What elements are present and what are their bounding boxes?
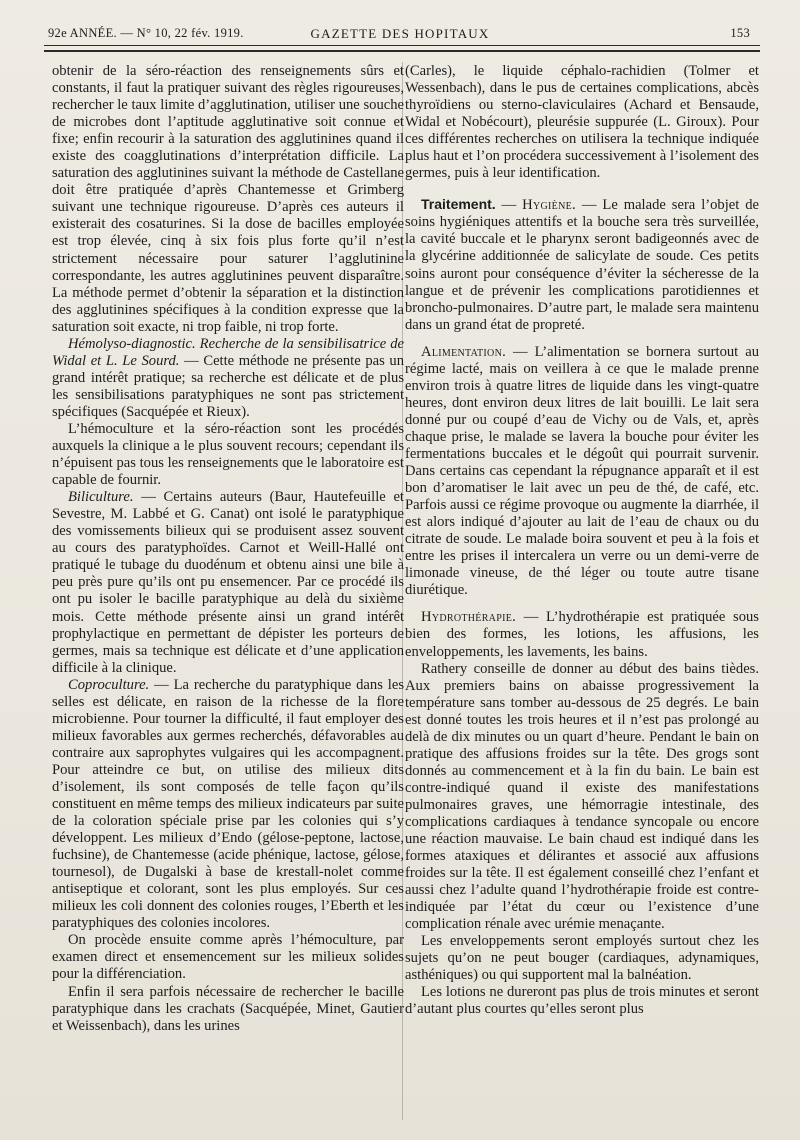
paragraph: Enfin il sera parfois nécessaire de rechercher le bacille paratyphique dans les crachats (Sacquépée, Minet, Gautier et Weissenbach), dans les urines: [52, 983, 404, 1034]
subheading: Coproculture.: [68, 676, 150, 693]
page-header: [38, 14, 762, 44]
paragraph-text: — L’alimentation se bornera surtout au régime lacté, mais on veillera à ce que le malade prenne environ trois à quatre litres de liquide dans les vingt-quatre heures, dont environ deux litres de lait bouilli. Le lait sera donné pur ou coupé d’eau de Vichy ou de Vals, et, après chaque prise, le malade se lavera la bouche pour éviter les fermentations buccales et le dégoût qui pourrait survenir. Dans certains cas cependant la répugnance apparaît et il est bon d’aromatiser le lait avec un peu de thé, de café, etc. Parfois aussi ce régime provoque ou augmente la diarrhée, il est alors indiqué d’ajouter au lait de l’eau de chaux ou du citrate de soude. Le malade boira souvent et peu à la fois et entre les prises il intercalera un verre ou un demi-verre de limonade vineuse, de thé léger ou toute autre tisane diurétique.: [405, 343, 759, 599]
paragraph-text: — La recherche du paratyphique dans les selles est délicate, en raison de la richesse de la flore microbienne. Pour tourner la difficulté, il faut employer des milieux favorables aux germes recherchés, défavorables au contraire aux saprophytes vulgaires qui les accompagnent. Pour atteindre ce but, on utilise des milieux dits d’isolement, ils sont composés de telle façon qu’ils constituent en même temps des milieux indicateurs par suite de la coloration spéciale prise par les colonies qui s’y développent. Les milieux d’Endo (gélose-peptone, lactose, fuchsine), de Chantemesse (acide phénique, lactose, gélose, tournesol), de Dugalski à base de krestall-nolet comme antiseptique et colorant, sont les plus employés. Sur ces milieux les coli donnent des colonies rouges, l’Eberth et les paratyphiques des colonies incolores.: [52, 676, 404, 932]
paragraph-text: — Le malade sera l’objet de soins hygiéniques attentifs et la bouche sera très surveillée, la cavité buccale et le pharynx seront badigeonnés avec de la glycérine additionnée de salicylate de soude. Ces petits soins auront pour conséquence d’éviter la sécheresse de la langue et de prévenir les complications parotidiennes et broncho-pulmonaires. D’autre part, le malade sera maintenu dans un grand état de propreté.: [405, 197, 760, 333]
header-rule-thin: [44, 45, 760, 46]
paragraph: Traitement. — Hygiène. — Le malade sera l’objet de soins hygiéniques attentifs et la bouche sera très surveillée, la cavité buccale et le pharynx seront badigeonnés avec de la glycérine additionnée de salicylate de soude. Ces petits soins auront pour conséquence d’éviter la sécheresse de la langue et de prévenir les complications parotidiennes et broncho-pulmonaires. D’autre part, le malade sera maintenu dans un grand état de propreté.: [405, 196, 760, 333]
paragraph-text: — Cette méthode ne présente pas un grand intérêt pratique; sa recherche est délicate et de plus les sensibilisations paratyphiques ne sont pas strictement spécifiques (Sacquépée et Rieux).: [52, 352, 405, 420]
subheading: Alimentation.: [421, 343, 507, 360]
left-column: [52, 63, 404, 1035]
header-rule-thick: [44, 50, 760, 52]
paragraph: obtenir de la séro-réaction des renseignements sûrs et constants, il faut la pratiquer suivant des règles rigoureuses, rechercher le taux limite d’agglutination, utiliser une souche de microbes dont l’aptitude agglutinative soit connue et fixe; enfin recourir à la saturation des agglutinines quand il existe des coagglutinations d’interprétation difficile. La saturation des agglutinines suivant la méthode de Castellane doit être pratiquée d’après Chantemesse et Grimberg suivant une technique rigoureuse. D’après ces auteurs il existerait des cosaturines. Si la dose de bacilles employée est trop élevée, cinq à six fois plus forte qu’il n’est strictement nécessaire pour saturer l’agglutinine correspondante, les autres agglutinines peuvent disparaître. La méthode permet d’obtenir la séparation et la distinction des agglutinines spécifiques à la condition expresse que la saturation soit exacte, ni trop faible, ni trop forte.: [52, 63, 404, 335]
paragraph: (Carles), le liquide céphalo-rachidien (Tolmer et Wessenbach), dans le pus de certaines complications, abcès thyroïdiens ou sterno-claviculaires (Achard et Bensaude, Widal et Nobécourt), pleurésie suppurée (L. Giroux). Pour ces différentes recherches on utilisera la technique indiquée plus haut et l’on procédera successivement à l’isolement des germes, puis à leur identification.: [405, 63, 759, 182]
page-number: 153: [730, 26, 750, 40]
paragraph: [405, 609, 759, 660]
issue-line: 92e ANNÉE. — N° 10, 22 fév. 1919.: [48, 26, 244, 40]
paragraph: [52, 336, 404, 421]
paragraph: L’hémoculture et la séro-réaction sont les procédés auxquels la clinique a le plus souvent recours; cependant ils n’épuisent pas tous les renseignements que le laboratoire est capable de fournir.: [52, 420, 404, 489]
subheading: Hydrothérapie.: [421, 609, 517, 626]
paragraph-text: — L’hydrothérapie est pratiquée sous bien des formes, les lotions, les affusions, les enveloppements, les lavements, les bains.: [405, 609, 759, 660]
journal-title: GAZETTE DES HOPITAUX: [310, 26, 490, 41]
paragraph: On procède ensuite comme après l’hémoculture, par examen direct et ensemencement sur les milieux solides pour la différenciation.: [52, 932, 404, 983]
paragraph: [52, 489, 404, 677]
paragraph: Rathery conseille de donner au début des bains tièdes. Aux premiers bains on abaisse progressivement la température sans tomber au-dessous de 25 degrés. Le bain est donné toutes les trois heures et il n’est pas prolongé au delà de dix minutes ou un quart d’heure. Pendant le bain on pratique des affusions froides sur la tête. Des grogs sont donnés au commencement et à la fin du bain. Le bain est contre-indiqué quand il existe des manifestations pulmonaires graves, une hémorragie intestinale, des complications cardiaques à tendance syncopale ou encore une réaction mauvaise. Le bain chaud est indiqué dans les formes ataxiques et délirantes et associé aux affusions froides sur la tête. Il est également conseillé chez l’enfant et aussi chez l’adulte quand l’hydrothérapie froide est contre-indiquée par l’état du cœur ou l’existence d’une complication rénale avec urémie menaçante.: [405, 660, 759, 933]
subheading: Hémolyso-diagnostic. Recherche de la sensibilisatrice de Widal et L. Le Sourd.: [52, 335, 404, 369]
section-heading: Traitement.: [421, 196, 496, 213]
paragraph: Les enveloppements seront employés surtout chez les sujets qu’on ne peut bouger (cardiaques, adynamiques, asthéniques) ou qui supportent mal la balnéation.: [405, 933, 759, 984]
subheading: Hygiène.: [522, 197, 576, 214]
subheading: Biliculture.: [68, 489, 134, 506]
paragraph: [405, 344, 759, 600]
paragraph-text: — Certains auteurs (Baur, Hautefeuille et Sevestre, M. Labbé et G. Canat) ont isolé le paratyphique des vomissements bilieux qui se produisent assez souvent au cours des paratyphoïdes. Carnot et Weill-Hallé ont pratiqué le tubage du duodénum et obtenu ainsi une bile à peu près pure qu’ils ont pu ensemencer. Par ce procédé ils ont pu isoler le bacille paratyphique au delà du sixième mois. Cette méthode présente ainsi un grand intérêt prophylactique en permettant de dépister les porteurs de germes, mais sa technique est délicate et d’une application difficile à la clinique.: [52, 489, 404, 676]
right-column: [405, 63, 759, 1019]
paragraph: [52, 677, 404, 933]
paragraph: Les lotions ne dureront pas plus de trois minutes et seront d’autant plus courtes qu’elles seront plus: [405, 984, 759, 1018]
